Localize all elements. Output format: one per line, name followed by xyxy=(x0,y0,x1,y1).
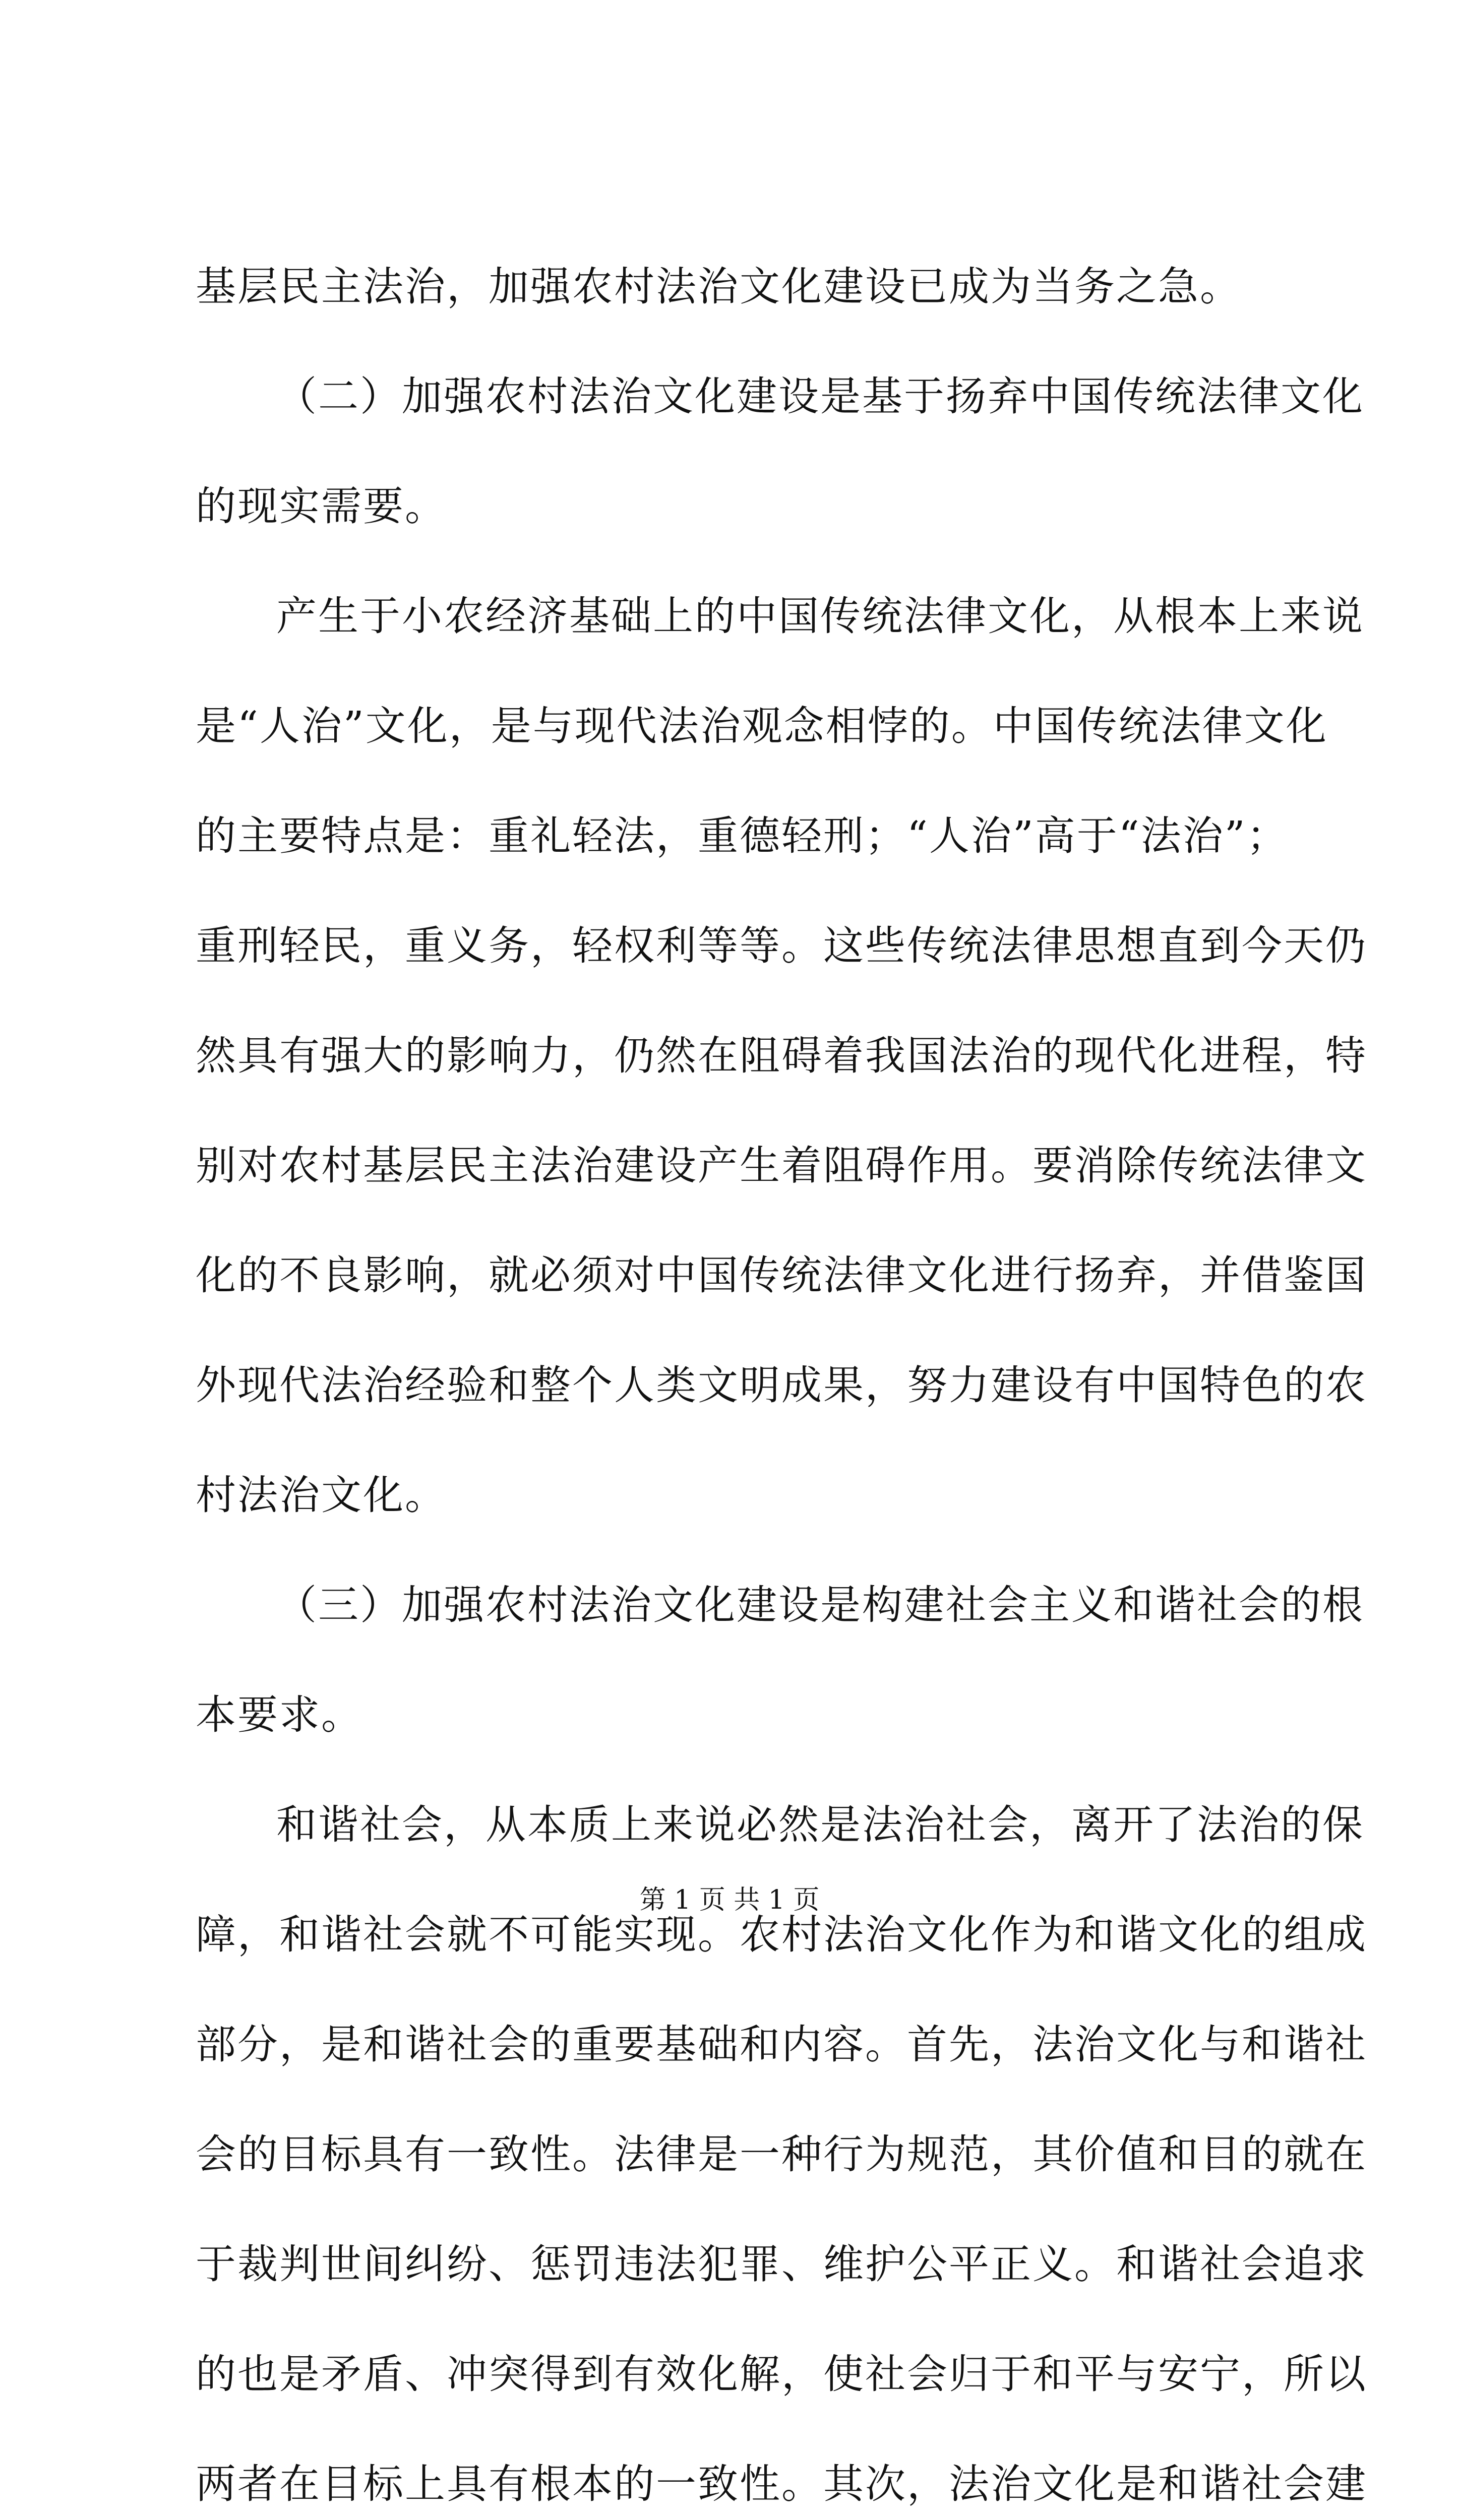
text-line: 产生于小农经济基础上的中国传统法律文化，从根本上来说 xyxy=(276,593,1364,640)
text-line: 于裁判世间纠纷、惩罚违法犯罪、维护公平正义。和谐社会追求 xyxy=(196,2241,1367,2288)
text-line: 化的不良影响，就必须对中国传统法律文化进行扬弃，并借鉴国 xyxy=(196,1252,1367,1299)
text-line: 基层民主法治，加强农村法治文化建设已成为当务之急。 xyxy=(196,263,1242,310)
text-line: 的现实需要。 xyxy=(196,483,447,530)
text-line: 外现代法治经验和整个人类文明成果，努力建设有中国特色的农 xyxy=(196,1362,1367,1409)
text-line: （三）加强农村法治文化建设是构建社会主义和谐社会的根 xyxy=(276,1582,1364,1628)
text-line: 会的目标具有一致性。法律是一种行为规范，其价值和目的就在 xyxy=(196,2131,1367,2178)
text-line: 是“人治”文化，是与现代法治观念相悖的。中国传统法律文化 xyxy=(196,703,1328,749)
text-line: 和谐社会，从本质上来说必然是法治社会，离开了法治的保 xyxy=(276,1801,1364,1848)
text-line: 的主要特点是：重礼轻法，重德轻刑；“人治”高于“法治”； xyxy=(196,812,1289,859)
text-line: 本要求。 xyxy=(196,1691,363,1738)
text-line: 别对农村基层民主法治建设产生着阻碍作用。要消除传统法律文 xyxy=(196,1142,1367,1189)
text-line: 的也是矛盾、冲突得到有效化解，使社会归于和平与安宁，所以 xyxy=(196,2351,1367,2398)
text-line: 两者在目标上具有根本的一致性。其次，法治文化是和谐社会建 xyxy=(196,2461,1367,2507)
text-line: 部分，是和谐社会的重要基础和内容。首先，法治文化与和谐社 xyxy=(196,2021,1367,2068)
body-text xyxy=(196,232,1367,2520)
text-line: （二）加强农村法治文化建设是基于扬弃中国传统法律文化 xyxy=(276,373,1364,420)
text-line: 村法治文化。 xyxy=(196,1472,447,1519)
page-number: 第 1 页 共 1 页 xyxy=(639,1885,820,1915)
text-line: 重刑轻民，重义务，轻权利等等。这些传统法律思想直到今天仍 xyxy=(196,922,1367,969)
page-footer xyxy=(0,1880,1459,1920)
text-line: 障，和谐社会就不可能实现。农村法治文化作为和谐文化的组成 xyxy=(196,1911,1367,1958)
text-line: 然具有强大的影响力，仍然在阻碍着我国法治的现代化进程，特 xyxy=(196,1032,1367,1079)
